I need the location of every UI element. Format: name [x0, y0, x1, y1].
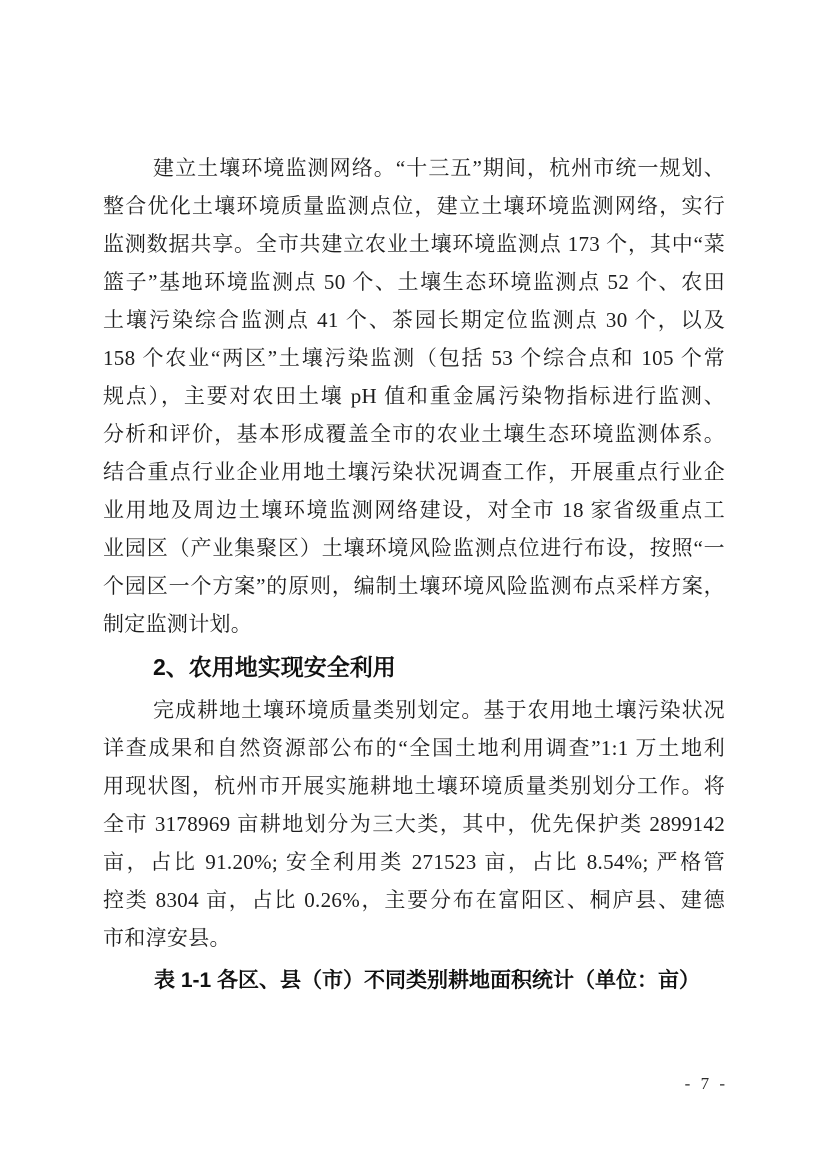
paragraph-line: 篮子”基地环境监测点 50 个、土壤生态环境监测点 52 个、农田	[103, 270, 725, 294]
paragraph-line: 亩，占比 91.20%; 安全利用类 271523 亩，占比 8.54%; 严格管	[103, 850, 725, 874]
paragraph-soil-monitoring-network	[103, 149, 725, 643]
paragraph-line: 建立土壤环境监测网络。“十三五”期间，杭州市统一规划、	[153, 156, 725, 180]
paragraph-line: 158 个农业“两区”土壤污染监测（包括 53 个综合点和 105 个常	[103, 346, 725, 370]
paragraph-line: 完成耕地土壤环境质量类别划定。基于农用地土壤污染状况	[153, 698, 725, 722]
page-content	[103, 149, 725, 995]
paragraph-line: 制定监测计划。	[103, 612, 253, 636]
paragraph-line: 分析和评价，基本形成覆盖全市的农业土壤生态环境监测体系。	[103, 422, 725, 446]
paragraph-line: 结合重点行业企业用地土壤污染状况调查工作，开展重点行业企	[103, 460, 725, 484]
paragraph-line: 业用地及周边土壤环境监测网络建设，对全市 18 家省级重点工	[103, 498, 725, 522]
paragraph-line: 个园区一个方案”的原则，编制土壤环境风险监测布点采样方案，	[103, 574, 725, 598]
paragraph-line: 土壤污染综合监测点 41 个、茶园长期定位监测点 30 个，以及	[103, 308, 725, 332]
paragraph-line: 监测数据共享。全市共建立农业土壤环境监测点 173 个，其中“菜	[103, 232, 725, 256]
paragraph-line: 整合优化土壤环境质量监测点位，建立土壤环境监测网络，实行	[103, 194, 725, 218]
paragraph-farmland-classification	[103, 691, 725, 957]
paragraph-line: 用现状图，杭州市开展实施耕地土壤环境质量类别划分工作。将	[103, 774, 725, 798]
paragraph-line: 详查成果和自然资源部公布的“全国土地利用调查”1:1 万土地利	[103, 736, 725, 760]
page-number: - 7 -	[684, 1074, 725, 1093]
paragraph-line: 业园区（产业集聚区）土壤环境风险监测点位进行布设，按照“一	[103, 536, 725, 560]
paragraph-line: 规点），主要对农田土壤 pH 值和重金属污染物指标进行监测、	[103, 384, 725, 408]
paragraph-line: 全市 3178969 亩耕地划分为三大类，其中，优先保护类 2899142	[103, 812, 725, 836]
paragraph-line: 市和淳安县。	[103, 926, 231, 950]
table-caption: 表 1-1 各区、县（市）不同类别耕地面积统计（单位：亩）	[153, 969, 701, 992]
paragraph-line: 控类 8304 亩，占比 0.26%，主要分布在富阳区、桐庐县、建德	[103, 888, 725, 912]
section-heading-farmland-safe-use: 2、农用地实现安全利用	[153, 654, 396, 680]
